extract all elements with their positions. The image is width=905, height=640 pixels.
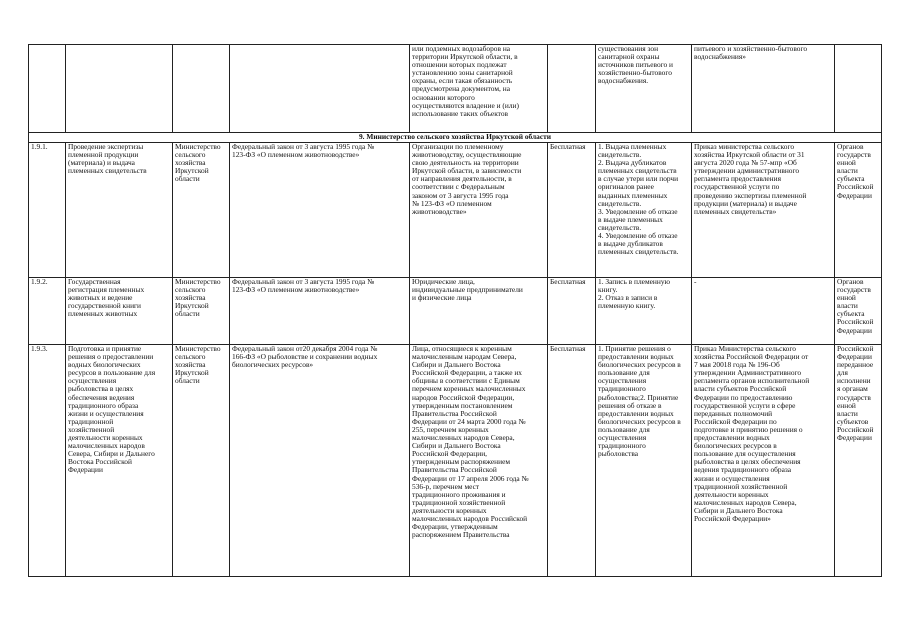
text-line: существования зон	[598, 44, 659, 53]
text-line: предоставлении водных	[598, 352, 674, 362]
text-line: традиционного	[598, 384, 646, 394]
text-line: индивидуальные предприниматели	[412, 285, 523, 295]
text-line: Федерации	[68, 465, 103, 475]
text-line: биологических ресурсов в	[598, 360, 681, 370]
text-line: питьевого и хозяйственно-бытового	[694, 44, 808, 53]
text-line: Федеральный закон от 3 августа 1995 года №	[232, 277, 375, 286]
text-line: регламента органов исполнительной	[694, 376, 810, 386]
text-line: Министерство	[175, 277, 221, 286]
text-line: Правительства Российской	[412, 465, 497, 475]
text-line: и физические лица	[412, 293, 472, 303]
text-line: ресурсов в пользование для	[68, 368, 156, 378]
text-line: августа 2020 года № 57-мпр «Об	[694, 158, 797, 168]
text-line: Федерации от 24 марта 2000 года №	[412, 416, 526, 426]
applicants	[410, 143, 548, 278]
text-line: Федеральный закон от 3 августа 1995 года №	[232, 142, 375, 151]
services-table	[28, 44, 882, 577]
text-line: хозяйства Иркутской области от 31	[694, 150, 805, 160]
text-line: решения о предоставлении	[68, 352, 154, 362]
text-line: хозяйства	[175, 293, 206, 303]
text-line: жизни и осуществления	[694, 473, 770, 483]
text-line: 3. Уведомление об отказе	[598, 206, 678, 216]
text-line: племенных животных	[68, 309, 138, 319]
cell-law	[230, 45, 410, 133]
text-line: енной	[837, 400, 856, 410]
row-number: 1.9.1.	[29, 143, 66, 278]
text-line: животных и ведение	[68, 293, 133, 303]
text-line: государств	[837, 392, 871, 402]
cell-org	[173, 45, 230, 133]
text-line: хозяйства	[175, 360, 206, 370]
service-result	[596, 345, 692, 577]
text-line: предусмотрена документом, на	[412, 84, 510, 94]
text-line: оригиналов ранее	[598, 182, 654, 192]
text-line: хозяйства	[175, 158, 206, 168]
service-name	[66, 345, 173, 577]
text-line: решения об отказе в	[598, 400, 662, 410]
text-line: перечнем коренных малочисленных	[412, 384, 526, 394]
regulation-act	[692, 143, 835, 278]
text-line: Сибири и Дальнего Востока	[694, 505, 783, 515]
text-line: Сибири и Дальнего Востока	[412, 441, 501, 451]
text-line: власти	[837, 408, 858, 418]
text-line: области	[175, 309, 200, 319]
text-line: утвержденным постановлением	[412, 400, 513, 410]
responsible-org	[173, 143, 230, 278]
text-line: енной	[837, 158, 856, 168]
authority-level	[835, 345, 882, 577]
text-line: 536-р, перечнем мест	[412, 481, 480, 491]
text-line: общины в соответствии с Единым	[412, 376, 520, 386]
text-line: 4. Уведомление об отказе	[598, 231, 678, 241]
text-line: пользование для	[598, 424, 650, 434]
text-line: водоснабжения.	[598, 76, 649, 86]
text-line: сельского	[175, 352, 206, 362]
text-line: хозяйственной	[68, 424, 115, 434]
text-line: Лица, относящиеся к коренным	[412, 344, 512, 353]
text-line: рыболовства;2. Принятие	[598, 392, 679, 402]
text-line: традиционной хозяйственной	[694, 481, 788, 491]
text-line: осуществления	[598, 376, 647, 386]
text-line: пользование для осуществления	[694, 449, 796, 459]
text-line: государств	[837, 150, 871, 160]
text-line: от направления деятельности, в	[412, 174, 512, 184]
fee: Бесплатная	[548, 278, 596, 345]
text-line: субъекта	[837, 174, 865, 184]
text-line: ведения традиционного образа	[694, 465, 792, 475]
text-line: Федерации	[837, 433, 872, 443]
text-line: Федерации от 17 апреля 2006 года №	[412, 473, 529, 483]
table-row	[29, 278, 882, 345]
text-line: исполнени	[837, 376, 871, 386]
text-line: выданных племенных	[598, 190, 668, 200]
text-line: малочисленных народов Севера,	[694, 497, 797, 507]
text-line: проведению экспертизы племенной	[694, 190, 807, 200]
text-line: установлению зоны санитарной	[412, 68, 513, 78]
text-line: свидетельств.	[598, 150, 642, 160]
text-line: -	[694, 277, 697, 286]
text-line: № 123-ФЗ «О племенном	[412, 198, 492, 208]
text-line: хозяйственно-бытового	[598, 68, 672, 78]
text-line: енной	[837, 293, 856, 303]
text-line: Российской Федерации,	[412, 449, 488, 459]
text-line: малочисленных народов Российской	[412, 513, 528, 523]
service-result	[596, 278, 692, 345]
text-line: биологических ресурсов в	[694, 441, 777, 451]
text-line: в выдаче племенных	[598, 214, 663, 224]
fee: Бесплатная	[548, 345, 596, 577]
text-line: распоряжением Правительства	[412, 530, 510, 540]
text-line: Федерации	[837, 352, 872, 362]
text-line: охраны, если такая обязанность	[412, 76, 513, 86]
text-line: Федерации по предоставлению	[694, 392, 793, 402]
legal-basis	[230, 278, 410, 345]
text-line: народов Российской Федерации,	[412, 392, 515, 402]
text-line: свидетельств.	[598, 198, 642, 208]
text-line: малочисленных народов Севера,	[412, 433, 515, 443]
applicants	[410, 278, 548, 345]
cell-result	[596, 45, 692, 133]
text-line: Сибири и Дальнего Востока	[412, 360, 501, 370]
regulation-act	[692, 278, 835, 345]
text-line: власти	[837, 166, 858, 176]
cell-fee	[548, 45, 596, 133]
text-line: рыболовства в целях	[68, 384, 134, 394]
text-line: Государственная	[68, 277, 121, 286]
authority-level	[835, 278, 882, 345]
text-line: племенных свидетельств»	[694, 206, 777, 216]
text-line: власти	[837, 301, 858, 311]
text-line: Российской	[837, 424, 874, 434]
text-line: Востока Российской	[68, 457, 132, 467]
applicants	[410, 345, 548, 577]
responsible-org	[173, 278, 230, 345]
text-line: 1. Выдача племенных	[598, 142, 667, 151]
text-line: Федерации, утвержденным	[412, 522, 498, 532]
text-line: государственной услуги в сфере	[694, 400, 796, 410]
text-line: Приказ Министерства сельского	[694, 344, 796, 353]
text-line: предоставлении водных	[694, 433, 770, 443]
text-line: 123-ФЗ «О племенном животноводстве»	[232, 150, 360, 160]
table-row	[29, 143, 882, 278]
text-line: пользование для	[598, 368, 650, 378]
text-line: санитарной охраны	[598, 52, 660, 62]
text-line: традиционной	[68, 416, 114, 426]
text-line: племенную книгу.	[598, 301, 656, 311]
text-line: 255, перечнем коренных	[412, 424, 489, 434]
text-line: Российской Федерации по	[694, 416, 777, 426]
text-line: источников питьевого и	[598, 60, 674, 70]
text-line: области	[175, 376, 200, 386]
text-line: предоставлении водных	[598, 408, 674, 418]
text-line: регламента предоставления	[694, 174, 781, 184]
text-line: Подготовка и принятие	[68, 344, 142, 353]
legal-basis	[230, 143, 410, 278]
text-line: или подземных водозаборов на	[412, 44, 511, 53]
table-row	[29, 345, 882, 577]
text-line: утверждении административного	[694, 166, 800, 176]
fee: Бесплатная	[548, 143, 596, 278]
text-line: малочисленным народам Севера,	[412, 352, 517, 362]
text-line: Органов	[837, 277, 864, 286]
responsible-org	[173, 345, 230, 577]
text-line: для	[837, 368, 848, 378]
text-line: традиционной хозяйственной	[412, 497, 506, 507]
text-line: биологических ресурсов»	[232, 360, 314, 370]
text-line: 166-ФЗ «О рыболовстве и сохранении водных	[232, 352, 378, 362]
section-title: 9. Министерство сельского хозяйства Иркутской области	[29, 133, 882, 143]
text-line: Иркутской	[175, 368, 209, 378]
text-line: Российской	[837, 317, 874, 327]
text-line: Севера, Сибири и Дальнего	[68, 449, 155, 459]
text-line: 123-ФЗ «О племенном животноводстве»	[232, 285, 360, 295]
text-line: сельского	[175, 285, 206, 295]
text-line: традиционного образа	[68, 400, 139, 410]
service-name	[66, 278, 173, 345]
text-line: соответствии с Федеральным	[412, 182, 505, 192]
regulation-act	[692, 345, 835, 577]
text-line: отношении которых подлежат	[412, 60, 507, 70]
text-line: животноводству, осуществляющие	[412, 150, 522, 160]
text-line: регистрация племенных	[68, 285, 145, 295]
text-line: жизни и осуществления	[68, 408, 144, 418]
text-line: 2. Выдача дубликатов	[598, 158, 667, 168]
text-line: Иркутской области, в зависимости	[412, 166, 522, 176]
text-line: Органов	[837, 142, 864, 151]
text-line: рыболовства	[598, 449, 639, 459]
text-line: субъекта	[837, 309, 865, 319]
text-line: племенных свидетельств	[598, 166, 677, 176]
text-line: сельского	[175, 150, 206, 160]
text-line: 1. Принятие решения о	[598, 344, 671, 353]
text-line: племенной продукции	[68, 150, 139, 160]
text-line: законом от 3 августа 1995 года	[412, 190, 509, 200]
text-line: Проведение экспертизы	[68, 142, 144, 151]
text-line: основании которого	[412, 92, 475, 102]
cell-name	[66, 45, 173, 133]
text-line: субъектов	[837, 416, 869, 426]
text-line: 2. Отказ в записи в	[598, 293, 658, 303]
text-line: Организации по племенному	[412, 142, 504, 151]
text-line: биологических ресурсов в	[598, 416, 681, 426]
table-row-continued	[29, 45, 882, 133]
text-line: переданное	[837, 360, 874, 370]
row-number: 1.9.3.	[29, 345, 66, 577]
text-line: государственной услуги по	[694, 182, 780, 192]
service-name	[66, 143, 173, 278]
text-line: обеспечения ведения	[68, 392, 135, 402]
cell-act	[692, 45, 835, 133]
text-line: племенных свидетельств	[68, 166, 147, 176]
text-line: осуществления	[598, 433, 647, 443]
text-line: осуществляются владение и (или)	[412, 100, 519, 110]
text-line: в случае утери или порчи	[598, 174, 679, 184]
text-line: Федерации	[837, 325, 872, 335]
text-line: традиционного	[598, 441, 646, 451]
text-line: Министерство	[175, 344, 221, 353]
text-line: использование таких объектов	[412, 108, 509, 118]
text-line: свидетельств.	[598, 222, 642, 232]
authority-level	[835, 143, 882, 278]
text-line: свою деятельность на территории	[412, 158, 519, 168]
text-line: традиционного проживания и	[412, 489, 506, 499]
text-line: книгу.	[598, 285, 618, 295]
text-line: Российской	[837, 344, 874, 353]
text-line: Иркутской	[175, 301, 209, 311]
text-line: территории Иркутской области, в	[412, 52, 518, 62]
cell-authority	[835, 45, 882, 133]
text-line: деятельности коренных	[412, 505, 487, 515]
text-line: племенных свидетельств.	[598, 247, 679, 257]
text-line: животноводстве»	[412, 206, 467, 216]
text-line: Российской Федерации, а также их	[412, 368, 522, 378]
text-line: Министерство	[175, 142, 221, 151]
text-line: осуществления	[68, 376, 117, 386]
text-line: деятельности коренных	[68, 433, 143, 443]
text-line: утверждении Административного	[694, 368, 802, 378]
service-result	[596, 143, 692, 278]
text-line: власти субъектов Российской	[694, 384, 787, 394]
text-line: Юридические лица,	[412, 277, 475, 286]
text-line: (материала) и выдача	[68, 158, 135, 168]
text-line: водных биологических	[68, 360, 141, 370]
text-line: в выдаче дубликатов	[598, 239, 663, 249]
text-line: рыболовства в целях обеспечения	[694, 457, 801, 467]
cell-num	[29, 45, 66, 133]
text-line: утвержденным распоряжением	[412, 457, 511, 467]
text-line: продукции (материала) и выдаче	[694, 198, 797, 208]
text-line: 7 мая 20018 года № 196-Об	[694, 360, 780, 370]
section-header-row	[29, 133, 882, 143]
text-line: деятельности коренных	[694, 489, 769, 499]
legal-basis	[230, 345, 410, 577]
text-line: переданных полномочий	[694, 408, 773, 418]
text-line: области	[175, 174, 200, 184]
text-line: Российской Федерации»	[694, 513, 771, 523]
text-line: Приказ министерства сельского	[694, 142, 795, 151]
text-line: малочисленных народов	[68, 441, 145, 451]
text-line: 1. Запись в племенную	[598, 277, 671, 286]
text-line: подготовке и принятию решения о	[694, 424, 803, 434]
text-line: водоснабжения»	[694, 52, 746, 62]
text-line: я органам	[837, 384, 868, 394]
text-line: Правительства Российской	[412, 408, 497, 418]
text-line: Иркутской	[175, 166, 209, 176]
cell-applicants	[410, 45, 548, 133]
text-line: хозяйства Российской Федерации от	[694, 352, 809, 362]
text-line: Российской	[837, 182, 874, 192]
row-number: 1.9.2.	[29, 278, 66, 345]
text-line: Федеральный закон от20 декабря 2004 года №	[232, 344, 378, 353]
text-line: Федерации	[837, 190, 872, 200]
text-line: государственной книги	[68, 301, 142, 311]
text-line: государств	[837, 285, 871, 295]
